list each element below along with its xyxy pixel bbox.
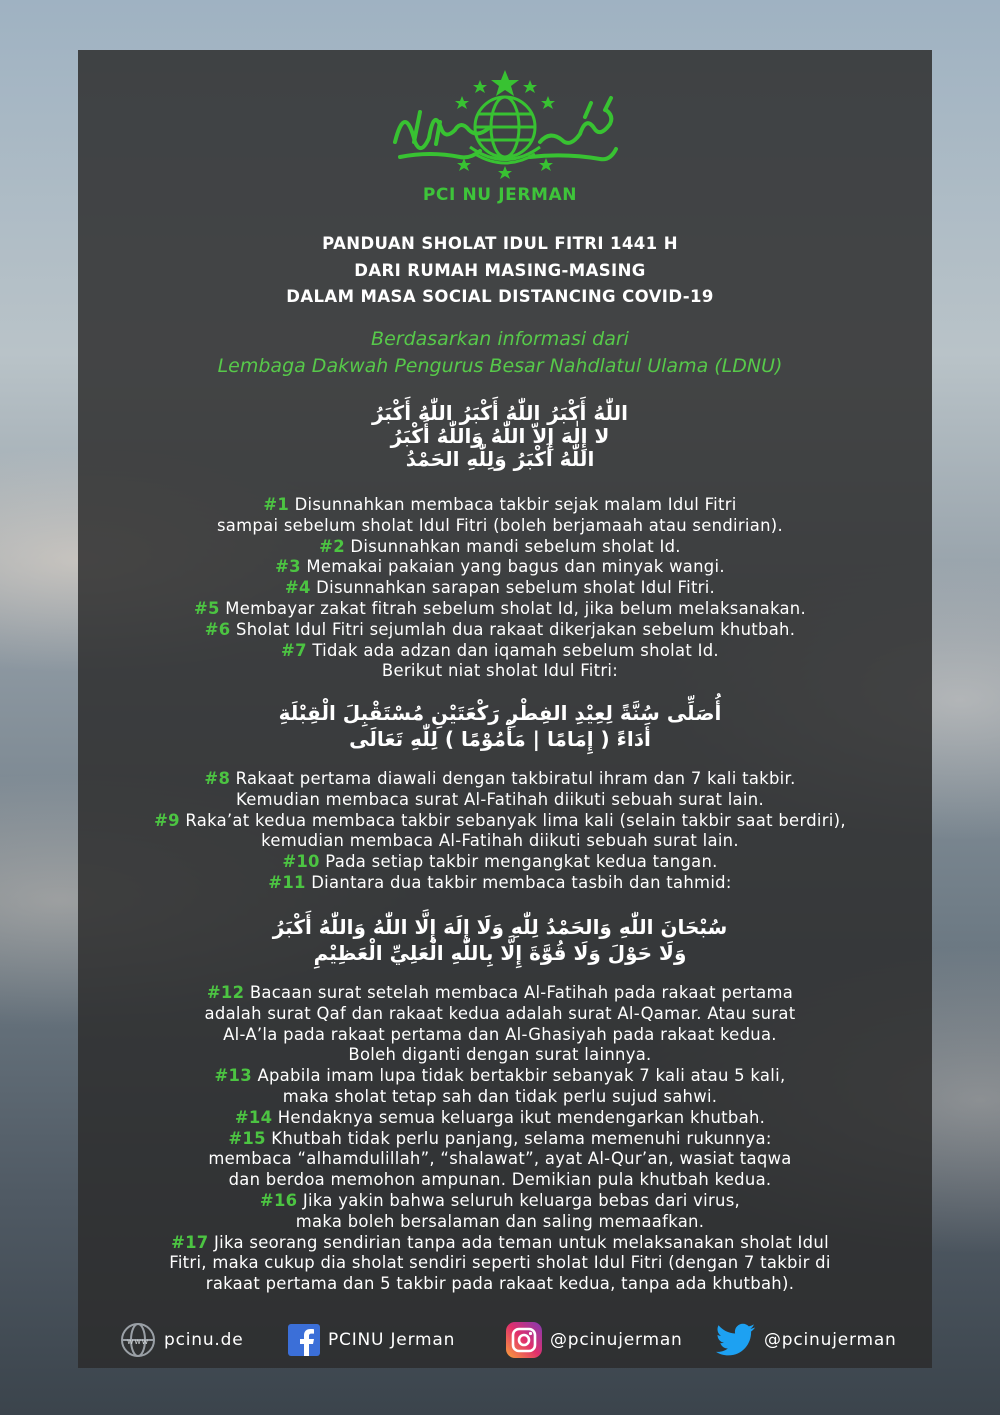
item-text: adalah surat Qaf dan rakaat kedua adalah surat Al-Qamar. Atau surat — [204, 1003, 796, 1023]
item-text: Hendaknya semua keluarga ikut mendengarkan khutbah. — [277, 1107, 766, 1127]
item-text: Sholat Idul Fitri sejumlah dua rakaat dikerjakan sebelum khutbah. — [236, 619, 796, 639]
arabic-line: أَدَاءً ( إِمَامًا | مَأْمُوْمًا ) لِلّٰهِ تَعَالَى — [349, 727, 651, 751]
arabic-line: أُصَلِّى سُنَّةً لِعِيْدِ الفِطْرِ رَكْعَتَيْنِ مُسْتَقْبِلَ الْقِبْلَةِ — [278, 701, 722, 725]
item-text: Boleh diganti dengan surat lainnya. — [348, 1045, 652, 1065]
item-number: #7 — [281, 640, 307, 660]
list-item-line — [0, 620, 1000, 641]
list-item-line — [0, 1025, 1000, 1046]
arabic-line: سُبْحَانَ اللّٰهِ وَالحَمْدُ لِلّٰهِ وَلَا إِلَهَ إِلَّا اللّٰهُ وَاللّٰهُ أَكْبَرُ — [272, 915, 728, 939]
item-text: Bacaan surat setelah membaca Al-Fatihah pada rakaat pertama — [249, 983, 794, 1002]
instagram-icon — [506, 1322, 542, 1358]
list-item-line — [0, 516, 1000, 537]
list-item-line — [0, 1045, 1000, 1066]
list-item-line — [0, 1253, 1000, 1274]
arabic-line: وَلَا حَوْلَ وَلَا قُوَّةَ إِلَّا بِاللّٰهِ الْعَلِيِّ الْعَظِيْمِ — [313, 941, 687, 965]
list-item-line — [0, 537, 1000, 558]
instagram-text: @pcinujerman — [550, 1330, 683, 1350]
item-text: maka boleh bersalaman dan saling memaafkan. — [295, 1211, 705, 1231]
list-item-line — [0, 578, 1000, 599]
item-number: #8 — [204, 769, 231, 788]
list-item-line — [0, 599, 1000, 620]
items-list-1-7 — [0, 495, 1000, 682]
list-item-line — [0, 1108, 1000, 1129]
item-text: Diantara dua takbir membaca tasbih dan tahmid: — [311, 872, 732, 892]
list-item-line — [0, 557, 1000, 578]
list-item-line — [0, 641, 1000, 662]
list-item-line — [0, 495, 1000, 516]
item-number: #1 — [263, 495, 290, 514]
title-line: DALAM MASA SOCIAL DISTANCING COVID-19 — [286, 287, 714, 306]
arabic-line: اللّٰهُ أَكْبَرُ اللّٰهُ أَكْبَرُ اللّٰهُ أَكْبَرُ — [371, 401, 629, 425]
list-item-line — [0, 790, 1000, 811]
title-line: PANDUAN SHOLAT IDUL FITRI 1441 H — [322, 234, 678, 253]
item-text: Kemudian membaca surat Al-Fatihah diikuti sebuah surat lain. — [236, 789, 764, 809]
organization-name: PCI NU JERMAN — [422, 185, 578, 205]
document-title — [0, 231, 1000, 311]
list-item-line — [0, 811, 1000, 832]
list-item-line — [0, 1087, 1000, 1108]
item-text: Memakai pakaian yang bagus dan minyak wangi. — [306, 557, 725, 577]
source-line: Lembaga Dakwah Pengurus Besar Nahdlatul Ulama (LDNU) — [217, 355, 783, 377]
list-item-line — [0, 1004, 1000, 1025]
arabic-line: لا إِلٰهَ إِلاّ اللّٰهُ وَاللّٰهُ أَكْبَرُ — [390, 424, 610, 448]
list-item-line — [0, 1170, 1000, 1191]
item-text: dan berdoa memohon ampunan. Demikian pula khutbah kedua. — [228, 1170, 772, 1190]
list-item-line — [0, 1129, 1000, 1150]
source-line: Berdasarkan informasi dari — [371, 328, 629, 350]
item-text: Apabila imam lupa tidak bertakbir sebanyak 7 kali atau 5 kali, — [257, 1066, 786, 1086]
item-text: Jika yakin bahwa seluruh keluarga bebas dari virus, — [302, 1190, 741, 1210]
facebook-link[interactable] — [288, 1318, 455, 1362]
item-text: maka sholat tetap sah dan tidak perlu sujud sahwi. — [282, 1086, 718, 1106]
item-text: rakaat pertama dan 5 takbir pada rakaat kedua, tanpa ada khutbah). — [205, 1274, 795, 1294]
item-text: kemudian membaca Al-Fatihah diikuti sebuah surat lain. — [261, 831, 739, 851]
list-item-line — [0, 1066, 1000, 1087]
item-text: Pada setiap takbir mengangkat kedua tangan. — [325, 852, 718, 872]
list-item-line — [0, 1212, 1000, 1233]
item-text: Disunnahkan sarapan sebelum sholat Idul Fitri. — [316, 578, 716, 598]
nahdlatul-ulama-logo — [0, 62, 1000, 182]
item-number: #5 — [193, 598, 220, 618]
item-number: #14 — [234, 1107, 273, 1127]
arabic-line: اللّٰهُ أَكْبَرُ وَلِلّٰهِ الحَمْدُ — [405, 447, 595, 471]
arabic-niat — [0, 700, 1000, 752]
list-item-line — [0, 1233, 1000, 1254]
item-text: Tidak ada adzan dan iqamah sebelum sholat Id. — [312, 640, 719, 660]
item-text: Raka’at kedua membaca takbir sebanyak lima kali (selain takbir saat berdiri), — [185, 810, 846, 830]
item-number: #15 — [228, 1128, 266, 1148]
item-text: Disunnahkan mandi sebelum sholat Id. — [350, 536, 681, 556]
list-item-line — [0, 852, 1000, 873]
item-number: #6 — [204, 619, 231, 639]
twitter-text: @pcinujerman — [764, 1330, 897, 1350]
facebook-icon — [288, 1324, 320, 1356]
item-text: Disunnahkan membaca takbir sejak malam Idul Fitri — [294, 495, 737, 514]
item-number: #11 — [268, 872, 306, 892]
item-text: Rakaat pertama diawali dengan takbiratul ihram dan 7 kali takbir. — [235, 769, 796, 788]
item-text: Jika seorang sendirian tanpa ada teman untuk melaksanakan sholat Idul — [214, 1232, 829, 1252]
items-list-8-11 — [0, 769, 1000, 894]
item-number: #3 — [275, 557, 301, 577]
list-item-line — [0, 661, 1000, 682]
list-item-line — [0, 873, 1000, 894]
globe-icon — [120, 1322, 156, 1358]
item-number: #12 — [206, 983, 245, 1002]
facebook-text: PCINU Jerman — [328, 1330, 456, 1350]
website-link[interactable] — [120, 1318, 243, 1362]
item-number: #16 — [259, 1190, 298, 1210]
item-text: Membayar zakat fitrah sebelum sholat Id, jika belum melaksanakan. — [225, 598, 806, 618]
item-number: #17 — [171, 1232, 209, 1252]
list-item-line — [0, 983, 1000, 1004]
list-item-line — [0, 1149, 1000, 1170]
arabic-takbir — [0, 402, 1000, 471]
item-number: #10 — [282, 852, 320, 872]
items-list-12-17 — [0, 983, 1000, 1295]
list-item-line — [0, 1274, 1000, 1295]
title-line: DARI RUMAH MASING-MASING — [354, 260, 646, 280]
twitter-link[interactable] — [716, 1318, 897, 1362]
list-item-line — [0, 769, 1000, 790]
item-text: Berikut niat sholat Idul Fitri: — [381, 661, 619, 681]
item-text: Fitri, maka cukup dia sholat sendiri seperti sholat Idul Fitri (dengan 7 takbir di — [169, 1253, 831, 1273]
list-item-line — [0, 831, 1000, 852]
twitter-bird-icon — [716, 1323, 756, 1357]
item-number: #4 — [284, 578, 311, 598]
item-text: sampai sebelum sholat Idul Fitri (boleh berjamaah atau sendirian). — [216, 515, 784, 535]
social-footer — [0, 1318, 1000, 1362]
item-text: membaca “alhamdulillah”, “shalawat”, ayat Al-Qur’an, wasiat taqwa — [208, 1149, 792, 1169]
item-text: Khutbah tidak perlu panjang, selama memenuhi rukunnya: — [271, 1128, 772, 1148]
svg-text:www: www — [126, 1337, 150, 1346]
item-number: #2 — [319, 536, 345, 556]
item-number: #13 — [214, 1066, 252, 1086]
source-attribution — [0, 326, 1000, 380]
item-number: #9 — [154, 810, 180, 830]
arabic-tasbih — [0, 914, 1000, 966]
website-text: pcinu.de — [164, 1330, 244, 1350]
item-text: Al-A’la pada rakaat pertama dan Al-Ghasiyah pada rakaat kedua. — [223, 1024, 777, 1044]
list-item-line — [0, 1191, 1000, 1212]
instagram-link[interactable] — [506, 1318, 683, 1362]
